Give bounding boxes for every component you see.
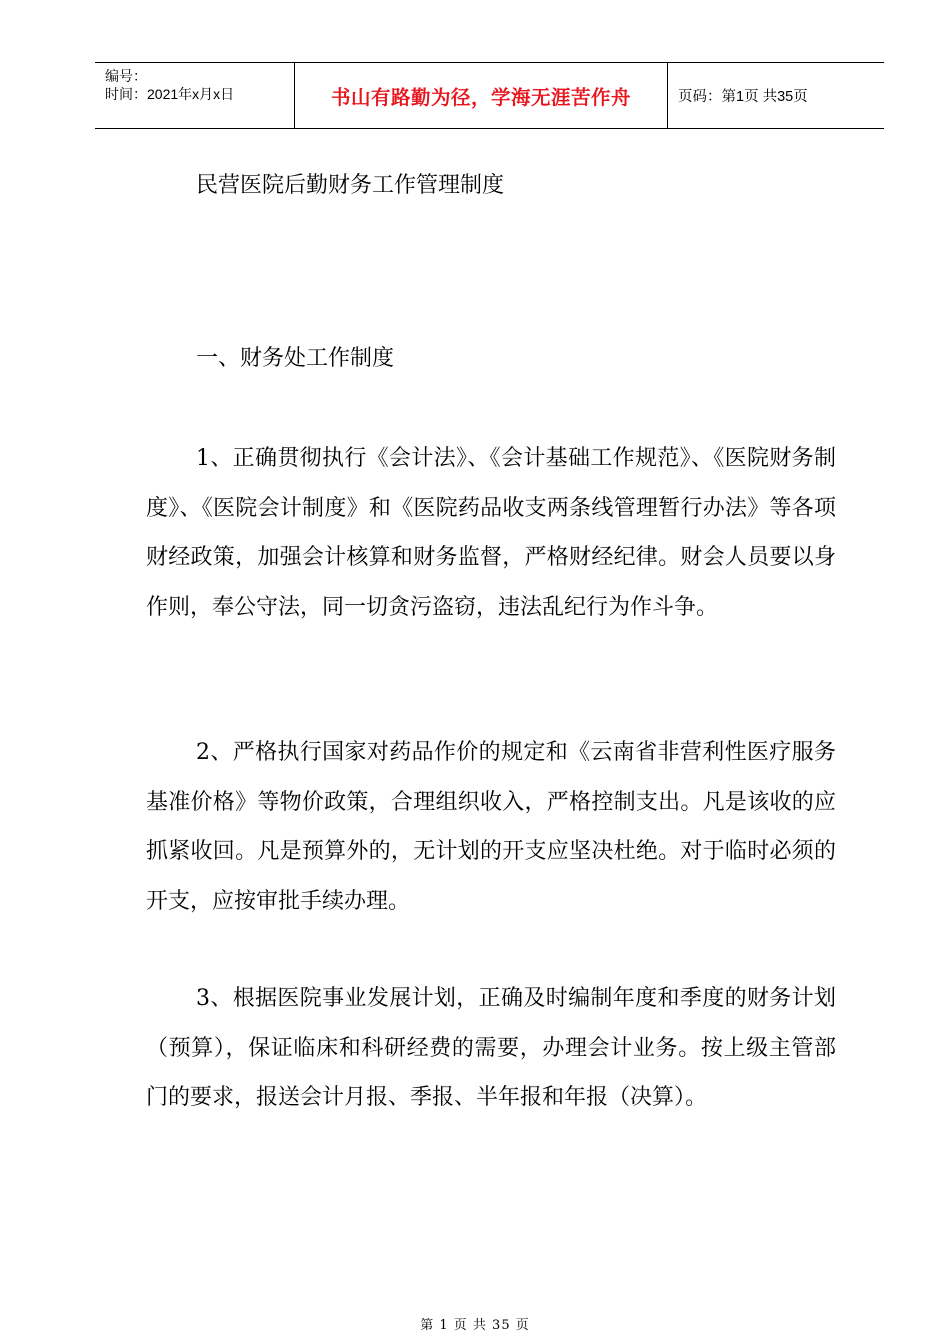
page-header: [95, 62, 884, 129]
paragraph-1: 1、正确贯彻执行《会计法》、《会计基础工作规范》、《医院财务制度》、《医院会计制度》和《医院药品收支两条线管理暂行办法》等各项财经政策，加强会计核算和财务监督，严格财经纪律。财会人员要以身作则，奉公守法，同一切贪污盗窃，违法乱纪行为作斗争。: [146, 446, 836, 620]
section-heading: 一、财务处工作制度: [196, 346, 395, 371]
page-footer: 第 1 页 共 35 页: [420, 1318, 530, 1333]
header-page-info: 页码：第1页 共35页: [678, 89, 808, 105]
paragraph-2: 2、严格执行国家对药品作价的规定和《云南省非营利性医疗服务基准价格》等物价政策，合理组织收入，严格控制支出。凡是该收的应抓紧收回。凡是预算外的，无计划的开支应坚决杜绝。对于临时必须的开支，应按审批手续办理。: [146, 740, 836, 914]
document-title: 民营医院后勤财务工作管理制度: [196, 173, 505, 198]
paragraph-3: 3、根据医院事业发展计划，正确及时编制年度和季度的财务计划（预算），保证临床和科研经费的需要，办理会计业务。按上级主管部门的要求，报送会计月报、季报、半年报和年报（决算）。: [146, 986, 836, 1110]
header-meta: [95, 63, 295, 128]
header-motto: 书山有路勤为径，学海无涯苦作舟: [295, 63, 668, 128]
document-date: 时间：2021年x月x日: [105, 86, 235, 102]
document-number-label: 编号：: [105, 68, 147, 84]
